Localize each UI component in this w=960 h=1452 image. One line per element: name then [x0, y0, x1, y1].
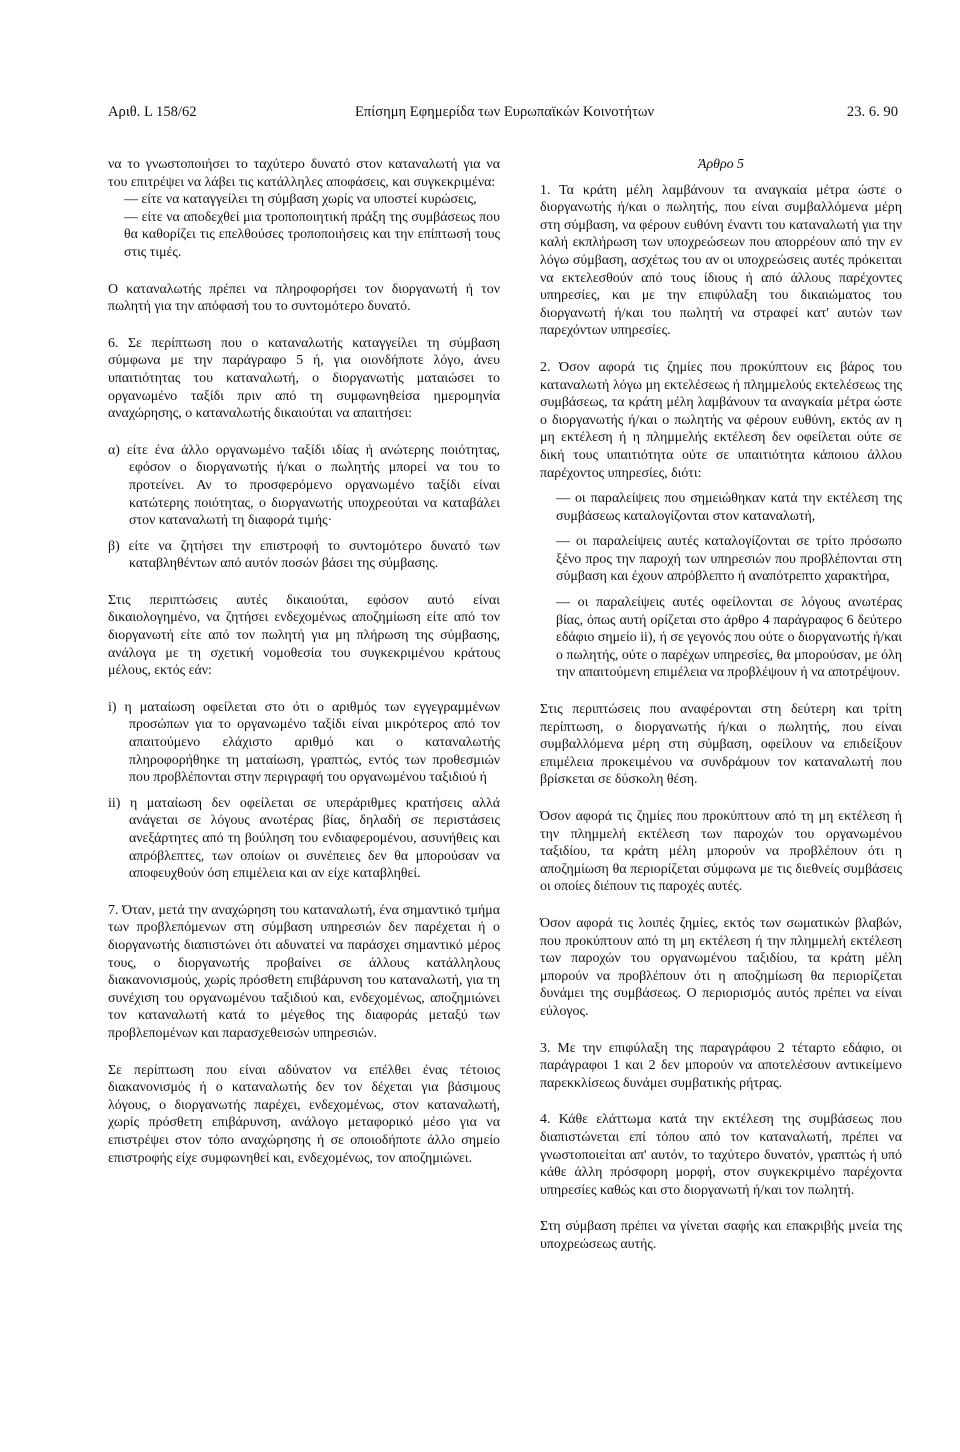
list-item: — οι παραλείψεις αυτές οφείλονται σε λόγους ανωτέρας βίας, όπως αυτή ορίζεται στο άρθρο 4 παράγραφος 6 δεύτερο εδάφιο σημείο ii), ή σε γεγονός που ούτε ο διοργανωτής ή/και ο πωλητής, ούτε ο παρέχων υπηρεσίες, θα μπορούσαν, με όλη την απαιτούμενη επιμέλεια να προβλέψουν ή να αποτρέψουν. [556, 595, 902, 681]
list-item-b: β) είτε να ζητήσει την επιστροφή το συντομότερο δυνατό των καταβληθέντων από αυτόν ποσών βάσει της σύμβασης. [108, 538, 500, 572]
list-item-i: i) η ματαίωση οφείλεται στο ότι ο αριθμός των εγγεγραμμένων προσώπων για το οργανωμένο ταξίδι είναι μικρότερος από τον απαιτούμενο ελάχιστο αριθμό και ο καταναλωτής πληροφορήθηκε τη ματαίωση, γραπτώς, εντός των προθεσμιών που προβλέπονται στην περιγραφή του οργανωμένου ταξιδιού ή [108, 699, 500, 786]
journal-title: Επίσημη Εφημερίδα των Ευρωπαϊκών Κοινοτήτων [355, 104, 655, 120]
paragraph: να το γνωστοποιήσει το ταχύτερο δυνατό στον καταναλωτή για να του επιτρέψει να λάβει τις κατάλληλες αποφάσεις, και συγκεκριμένα: [108, 157, 500, 190]
paragraph: Ο καταναλωτής πρέπει να πληροφορήσει τον διοργανωτή ή τον πωλητή για την απόφασή του το συντομότερο δυνατό. [108, 281, 500, 315]
left-column [108, 156, 500, 1186]
list-item-a: α) είτε ένα άλλο οργανωμένο ταξίδι ιδίας ή ανώτερης ποιότητας, εφόσον ο διοργανωτής ή/και ο πωλητής μπορεί να του το προτείνει. Αν το προσφερόμενο οργανωμένο ταξίδι είναι κατώτερης ποιότητας, ο διοργανωτής υποχρεούται να καταβάλει στον καταναλωτή τη διαφορά τιμής· [108, 442, 500, 529]
paragraph: Στις περιπτώσεις που αναφέρονται στη δεύτερη και τρίτη περίπτωση, ο διοργανωτής ή/και ο πωλητής, που είναι συμβαλλόμενα μέρη στη σύμβαση, οφείλουν να επιδείξουν επιμέλεια προκειμένου να συνδράμουν τον καταναλωτή που βρίσκεται σε δύσκολη θέση. [540, 702, 902, 788]
article-title: Άρθρο 5 [697, 157, 744, 172]
journal-reference: Αριθ. L 158/62 [108, 104, 197, 120]
paragraph: Όσον αφορά τις λοιπές ζημίες, εκτός των σωματικών βλαβών, που προκύπτουν από τη μη εκτέλεση ή την πλημμελή εκτέλεση των παροχών του οργανωμένου ταξιδίου, τα κράτη μέλη μπορούν να προβλέπουν ότι η αποζημίωση θα περιορίζεται δυνάμει της συμβάσεως. Ο περιορισμός αυτός πρέπει να είναι εύλογος. [540, 915, 902, 1019]
paragraph: Στις περιπτώσεις αυτές δικαιούται, εφόσον αυτό είναι δικαιολογημένο, να ζητήσει ενδεχομένως αποζημίωση είτε από τον διοργανωτή είτε από τον πωλητή για μη πλήρωση της σύμβασης, ανάλογα με τη σχετική νομοθεσία του συγκεκριμένου κράτους μέλους, εκτός εάν: [108, 592, 500, 679]
right-column [540, 156, 902, 1272]
paragraph: Όσον αφορά τις ζημίες που προκύπτουν από τη μη εκτέλεση ή την πλημμελή εκτέλεση των παροχών του οργανωμένου ταξιδίου, τα κράτη μέλη μπορούν να προβλέπουν ότι η αποζημίωση θα περιορίζεται σύμφωνα με τις διεθνείς συμβάσεις οι οποίες διέπουν τις παροχές αυτές. [540, 809, 902, 895]
paragraph-2: 2. Όσον αφορά τις ζημίες που προκύπτουν εις βάρος του καταναλωτή λόγω μη εκτελέσεως ή πλημμελούς εκτελέσεως της συμβάσεως, τα κράτη μέλη λαμβάνουν τα αναγκαία μέτρα ώστε ο διοργανωτής ή/και ο πωλητής να φέρουν ευθύνη, εκτός αν η μη εκτέλεση ή η πλημμελής εκτέλεση δεν οφείλεται ούτε σε δική τους υπαιτιότητα ούτε σε υπαιτιότητα κάποιου άλλου παρέχοντος υπηρεσίες, διότι: [540, 359, 902, 481]
list-item: — οι παραλείψεις αυτές καταλογίζονται σε τρίτο πρόσωπο ξένο προς την παροχή των υπηρεσιών που προβλέπονται στη σύμβαση και έχουν απρόβλεπτο ή αναπότρεπτο χαρακτήρα, [556, 534, 902, 585]
paragraph-7: 7. Όταν, μετά την αναχώρηση του καταναλωτή, ένα σημαντικό τμήμα των προβλεπόμενων στη σύμβαση υπηρεσιών δεν παρέχεται ή ο διοργανωτής διαπιστώνει ότι αδυνατεί να παράσχει σημαντικό μέρος τους, ο διοργανωτής προβαίνει σε άλλους κατάλληλους διακανονισμούς, χωρίς πρόσθετη επιβάρυνση του καταναλωτή, για τη συνέχιση του οργανωμένου ταξιδιού και, ενδεχομένως, αποζημιώνει τον καταναλωτή κατά το μέγεθος της διαφοράς μεταξύ των προβλεπομένων και παρασχεθεισών υπηρεσιών. [108, 902, 500, 1041]
paragraph: Σε περίπτωση που είναι αδύνατον να επέλθει ένας τέτοιος διακανονισμός ή ο καταναλωτής δεν τον δέχεται για βάσιμους λόγους, ο διοργανωτής παρέχει, ενδεχομένως, στον καταναλωτή, χωρίς πρόσθετη επιβάρυνση, ανάλογο μεταφορικό μέσο για να επιστρέψει στον τόπο αναχώρησης ή σε οποιοδήποτε άλλο σημείο επιστροφής είχε συμφωνηθεί και, ενδεχομένως, τον αποζημιώνει. [108, 1062, 500, 1166]
list-item: — είτε να καταγγείλει τη σύμβαση χωρίς να υποστεί κυρώσεις, [124, 192, 477, 208]
page-header [108, 104, 898, 126]
paragraph: Στη σύμβαση πρέπει να γίνεται σαφής και επακριβής μνεία της υποχρεώσεως αυτής. [540, 1219, 902, 1252]
list-item: — είτε να αποδεχθεί μια τροποποιητική πράξη της συμβάσεως που θα καθορίζει τις επελθούσες τροποποιήσεις και την επίπτωσή τους στις τιμές. [124, 209, 500, 260]
list-item: — οι παραλείψεις που σημειώθηκαν κατά την εκτέλεση της συμβάσεως καταλογίζονται στον καταναλωτή, [556, 491, 902, 524]
paragraph-6: 6. Σε περίπτωση που ο καταναλωτής καταγγείλει τη σύμβαση σύμφωνα με την παράγραφο 5 ή, για οιονδήποτε λόγο, άνευ υπαιτιότητας του καταναλωτή, ο διοργανωτής ματαιώσει το οργανωμένο ταξίδι πριν από τη συμφωνηθείσα ημερομηνία αναχώρησης, ο καταναλωτής δικαιούται να απαιτήσει: [108, 335, 500, 422]
list-item-ii: ii) η ματαίωση δεν οφείλεται σε υπεράριθμες κρατήσεις αλλά ανάγεται σε λόγους ανωτέρας βίας, δηλαδή σε περιστάσεις ανεξάρτητες από τη βούληση του ενδιαφερομένου, ασυνήθεις και απρόβλεπτες, των οποίων οι συνέπειες δεν θα μπορούσαν να αποφευχθούν όση επιμέλεια και αν είχε καταβληθεί. [108, 795, 500, 882]
paragraph-3: 3. Με την επιφύλαξη της παραγράφου 2 τέταρτο εδάφιο, οι παράγραφοι 1 και 2 δεν μπορούν να αποτελέσουν αντικείμενο παρεκκλίσεως δυνάμει συμβατικής ρήτρας. [540, 1040, 902, 1091]
paragraph-4: 4. Κάθε ελάττωμα κατά την εκτέλεση της συμβάσεως που διαπιστώνεται επί τόπου από τον καταναλωτή, πρέπει να γνωστοποιείται απ' αυτόν, το ταχύτερο δυνατόν, γραπτώς ή υπό κάθε άλλη πρόσφορη μορφή, στον συγκεκριμένο παρέχοντα υπηρεσίες καθώς και στο διοργανωτή ή/και τον πωλητή. [540, 1112, 902, 1198]
publication-date: 23. 6. 90 [846, 104, 898, 120]
paragraph-1: 1. Τα κράτη μέλη λαμβάνουν τα αναγκαία μέτρα ώστε ο διοργανωτής ή/και ο πωλητής, που είναι συμβαλλόμενα μέρη στη σύμβαση, να φέρουν ευθύνη έναντι του καταναλωτή για την καλή εκπλήρωση των υποχρεώσεων που απορρέουν από την εν λόγω σύμβαση, ασχέτως του αν οι υποχρεώσεις αυτές πρόκειται να εκτελεσθούν από τους ίδιους ή από άλλους παρέχοντες υπηρεσίες, και με την επιφύλαξη του δικαιώματος του διοργανωτή ή/και του πωλητή να στραφεί κατ' αυτών των παρεχόντων υπηρεσίες. [540, 182, 902, 339]
